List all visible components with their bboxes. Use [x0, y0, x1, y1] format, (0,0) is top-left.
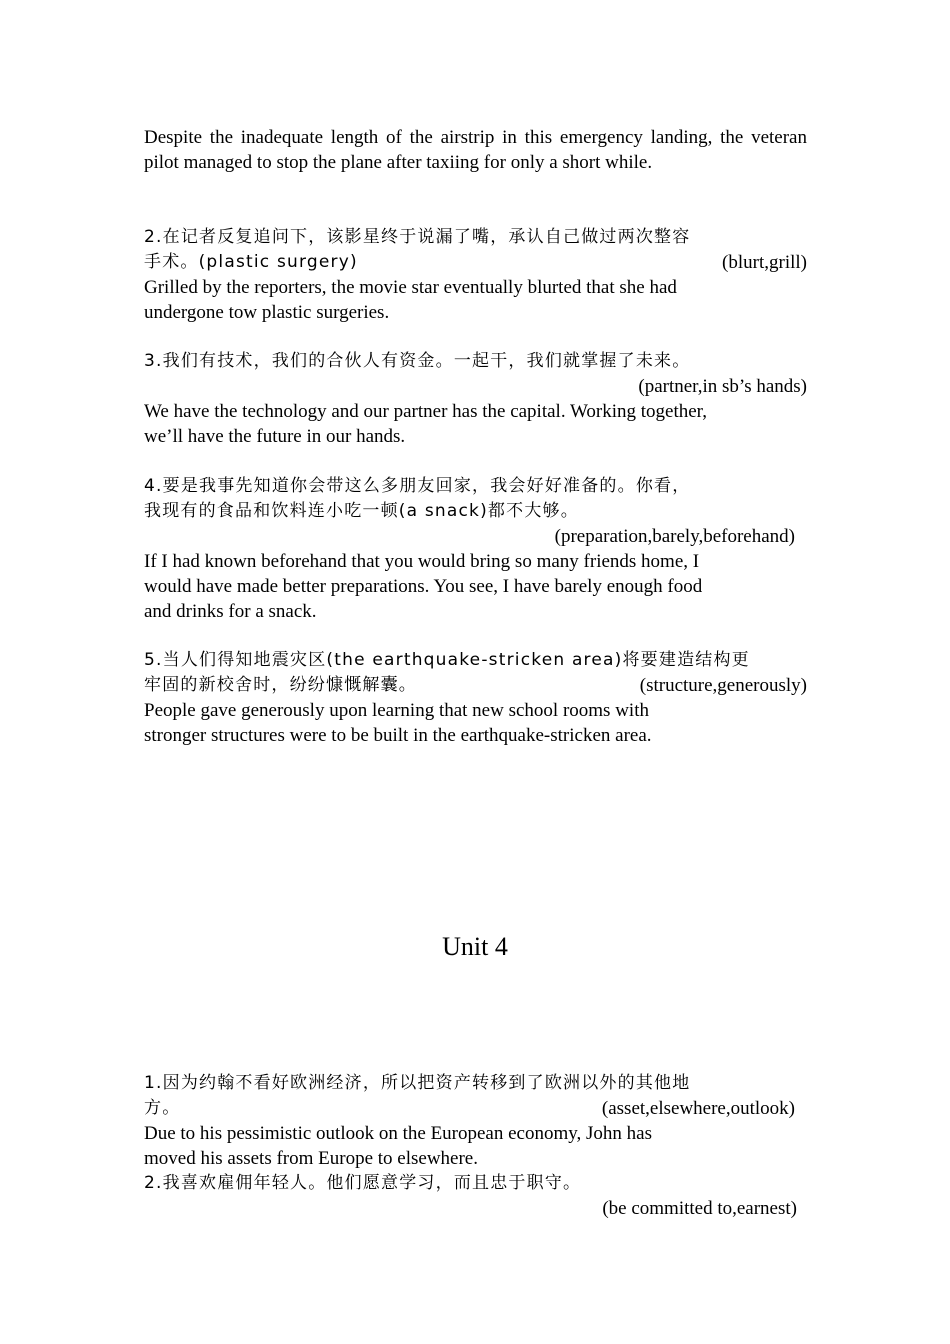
item-2-number: 2.: [144, 227, 163, 247]
item-4-question-line-1: [144, 474, 807, 499]
item-5-answer-line-2: stronger structures were to be built in the earthquake-stricken area.: [144, 725, 652, 746]
unit4-item-2-question-text: 我喜欢雇佣年轻人。他们愿意学习，而且忠于职守。: [162, 1173, 582, 1193]
unit4-item-2-keywords: (be committed to,earnest): [602, 1198, 797, 1219]
item-5-keywords: (structure,generously): [639, 675, 807, 696]
item-4: [144, 474, 807, 624]
item-4-number: 4.: [144, 476, 163, 496]
item-3-question-text: 我们有技术，我们的合伙人有资金。一起干，我们就掌握了未来。: [162, 351, 691, 371]
unit4-item-1-question-line-1: [144, 1071, 807, 1096]
item-4-answer-line-3: and drinks for a snack.: [144, 601, 317, 622]
unit4-item-2-number: 2.: [144, 1173, 163, 1193]
item-2-question-line-2: [144, 250, 807, 275]
item-2-answer-line-1: Grilled by the reporters, the movie star eventually blurted that she had: [144, 277, 677, 298]
item-5: [144, 648, 807, 748]
item-3-answer-line-1: We have the technology and our partner has the capital. Working together,: [144, 401, 707, 422]
item-5-question-line-1: [144, 648, 807, 673]
item-4-answer-line-2: would have made better preparations. You see, I have barely enough food: [144, 576, 703, 597]
item-5-question-text-2: 牢固的新校舍时，纷纷慷慨解囊。: [144, 675, 417, 695]
item-5-question-text: 当人们得知地震灾区(the earthquake-stricken area)将要建造结构更: [162, 650, 750, 670]
item-3-keywords: (partner,in sb’s hands): [638, 376, 807, 397]
item-2-keywords: (blurt,grill): [722, 252, 807, 273]
unit4-item-1-answer-line-2: moved his assets from Europe to elsewhere.: [144, 1148, 478, 1169]
unit4-item-2-question-line-1: [144, 1171, 807, 1196]
item-5-number: 5.: [144, 650, 163, 670]
item-2-question-line-1: [144, 225, 807, 250]
item-2: [144, 225, 807, 325]
unit4-item-1-question-line-2: [144, 1096, 807, 1121]
unit4-item-1-question-text: 因为约翰不看好欧洲经济，所以把资产转移到了欧洲以外的其他地: [162, 1073, 691, 1093]
item-5-answer-line-1: People gave generously upon learning that new school rooms with: [144, 700, 649, 721]
item-4-answer-line-1: If I had known beforehand that you would bring so many friends home, I: [144, 551, 700, 572]
item-3-answer-line-2: we’ll have the future in our hands.: [144, 426, 406, 447]
item-5-question-line-2: [144, 673, 807, 698]
item-3-number: 3.: [144, 351, 163, 371]
item-2-answer-line-2: undergone tow plastic surgeries.: [144, 302, 390, 323]
unit4-item-1-keywords: (asset,elsewhere,outlook): [601, 1098, 795, 1119]
item-4-question-text: 要是我事先知道你会带这么多朋友回家，我会好好准备的。你看，: [162, 476, 691, 496]
item-1-answer: Despite the inadequate length of the airstrip in this emergency landing, the veteran pilot managed to stop the plane after taxiing for only a short while.: [144, 127, 807, 173]
unit4-item-1-answer-line-1: Due to his pessimistic outlook on the European economy, John has: [144, 1123, 652, 1144]
item-2-question-text: 在记者反复追问下，该影星终于说漏了嘴，承认自己做过两次整容: [162, 227, 691, 247]
item-2-question-text-2: 手术。(plastic surgery): [144, 252, 358, 272]
item-3: [144, 349, 807, 449]
unit4-item-1: [144, 1071, 807, 1171]
item-4-question-line-2: 我现有的食品和饮料连小吃一顿(a snack)都不大够。: [144, 501, 579, 521]
unit-heading: Unit 4: [442, 932, 508, 961]
unit4-item-2: [144, 1171, 807, 1221]
unit4-item-1-number: 1.: [144, 1073, 163, 1093]
unit4-item-1-question-text-2: 方。: [144, 1098, 181, 1118]
item-3-question-line-1: [144, 349, 807, 374]
item-4-keywords: (preparation,barely,beforehand): [554, 526, 795, 547]
